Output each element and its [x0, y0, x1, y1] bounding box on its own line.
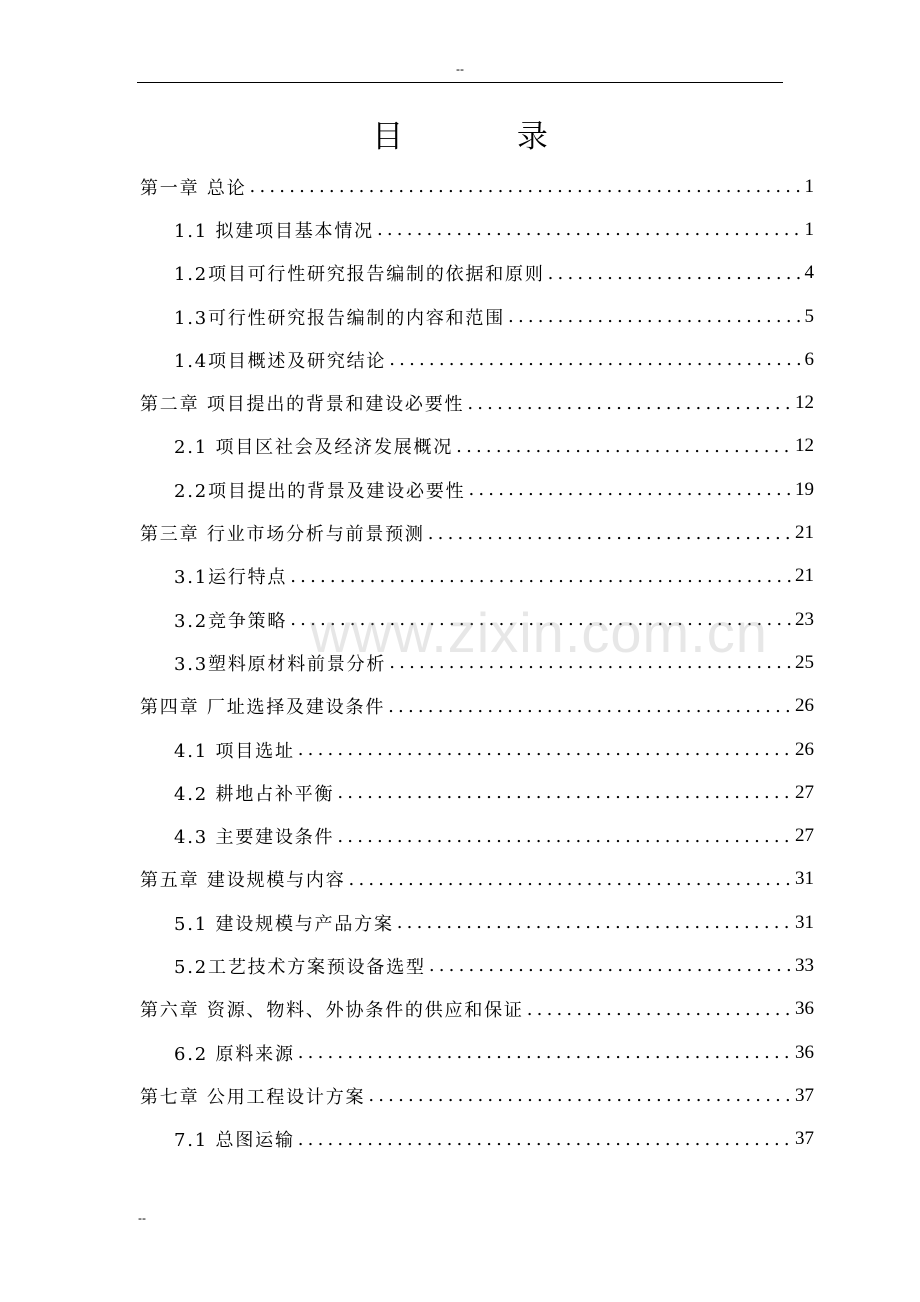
toc-entry-label: 第三章 行业市场分析与前景预测	[140, 524, 425, 546]
toc-entry-label: 第六章 资源、物料、外协条件的供应和保证	[140, 1000, 524, 1022]
toc-entry-label: 1.4项目概述及研究结论	[174, 350, 387, 372]
toc-entry-label: 1.3可行性研究报告编制的内容和范围	[174, 307, 506, 329]
toc-section-entry[interactable]	[140, 468, 814, 511]
toc-page-number: 26	[795, 738, 814, 760]
toc-page-number: 6	[804, 348, 814, 370]
toc-entry-label: 第四章 厂址选择及建设条件	[140, 697, 386, 719]
toc-section-entry[interactable]	[140, 771, 814, 814]
toc-page-number: 26	[795, 695, 814, 717]
toc-entry-label: 3.3塑料原材料前景分析	[174, 653, 387, 675]
toc-entry-label: 第二章 项目提出的背景和建设必要性	[140, 394, 465, 416]
toc-page-number: 21	[795, 565, 814, 587]
toc-entry-label: 5.2工艺技术方案预设备选型	[174, 956, 426, 978]
toc-dot-leader	[250, 176, 802, 197]
toc-dot-leader	[428, 523, 792, 544]
watermark: www.zixin.com.cn	[310, 601, 768, 664]
toc-section-entry[interactable]	[140, 425, 814, 468]
footer-mark: --	[138, 1211, 146, 1225]
toc-section-entry[interactable]	[140, 338, 814, 381]
toc-section-entry[interactable]	[140, 1031, 814, 1074]
toc-page-number: 5	[804, 305, 814, 327]
toc-chapter-entry[interactable]	[140, 165, 814, 208]
toc-dot-leader	[290, 609, 792, 630]
toc-dot-leader	[337, 826, 792, 847]
toc-dot-leader	[389, 349, 801, 370]
toc-section-entry[interactable]	[140, 728, 814, 771]
toc-entry-label: 1.2项目可行性研究报告编制的依据和原则	[174, 264, 545, 286]
toc-page-number: 31	[795, 868, 814, 890]
toc-entry-label: 4.1 项目选址	[174, 740, 295, 762]
toc-entry-label: 4.3 主要建设条件	[174, 827, 335, 849]
toc-entry-label: 3.2竞争策略	[174, 610, 288, 632]
toc-section-entry[interactable]	[140, 641, 814, 684]
toc-page-number: 4	[804, 262, 814, 284]
toc-dot-leader	[377, 219, 802, 240]
toc-page-number: 27	[795, 825, 814, 847]
toc-dot-leader	[429, 955, 792, 976]
toc-dot-leader	[467, 393, 792, 414]
toc-chapter-entry[interactable]	[140, 685, 814, 728]
toc-entry-label: 4.2 耕地占补平衡	[174, 783, 335, 805]
toc-dot-leader	[298, 739, 792, 760]
toc-page-number: 33	[795, 954, 814, 976]
toc-dot-leader	[298, 1042, 792, 1063]
toc-page-number: 1	[804, 218, 814, 240]
toc-page-number: 37	[795, 1128, 814, 1150]
toc-page-number: 37	[795, 1084, 814, 1106]
toc-section-entry[interactable]	[140, 944, 814, 987]
toc-chapter-entry[interactable]	[140, 511, 814, 554]
toc-section-entry[interactable]	[140, 252, 814, 295]
toc-entry-label: 2.2项目提出的背景及建设必要性	[174, 480, 466, 502]
toc-chapter-entry[interactable]	[140, 858, 814, 901]
toc-entry-label: 第五章 建设规模与内容	[140, 870, 346, 892]
toc-dot-leader	[368, 1085, 792, 1106]
toc-page-number: 21	[795, 522, 814, 544]
toc-page-number: 12	[795, 392, 814, 414]
toc-page-number: 36	[795, 1041, 814, 1063]
toc-dot-leader	[508, 306, 801, 327]
toc-section-entry[interactable]	[140, 901, 814, 944]
toc-section-entry[interactable]	[140, 555, 814, 598]
toc-section-entry[interactable]	[140, 295, 814, 338]
toc-entry-label: 1.1 拟建项目基本情况	[174, 220, 374, 242]
toc-dot-leader	[290, 566, 792, 587]
header-rule	[137, 82, 783, 83]
toc-chapter-entry[interactable]	[140, 1074, 814, 1117]
toc-entry-label: 5.1 建设规模与产品方案	[174, 913, 394, 935]
toc-dot-leader	[337, 782, 792, 803]
toc-dot-leader	[389, 652, 792, 673]
toc-section-entry[interactable]	[140, 1118, 814, 1161]
toc-page-number: 23	[795, 608, 814, 630]
toc-dot-leader	[456, 436, 792, 457]
toc-dot-leader	[349, 869, 792, 890]
toc-entry-label: 3.1运行特点	[174, 567, 288, 589]
table-of-contents	[140, 165, 814, 1161]
header-mark: --	[456, 62, 464, 76]
toc-section-entry[interactable]	[140, 814, 814, 857]
toc-dot-leader	[298, 1129, 792, 1150]
toc-chapter-entry[interactable]	[140, 381, 814, 424]
toc-page-number: 19	[795, 478, 814, 500]
toc-page-number: 12	[795, 435, 814, 457]
toc-page-number: 1	[804, 175, 814, 197]
toc-entry-label: 第七章 公用工程设计方案	[140, 1086, 366, 1108]
toc-page-number: 27	[795, 781, 814, 803]
toc-dot-leader	[397, 912, 792, 933]
toc-page-number: 36	[795, 998, 814, 1020]
toc-entry-label: 第一章 总论	[140, 177, 247, 199]
toc-dot-leader	[468, 479, 792, 500]
toc-entry-label: 2.1 项目区社会及经济发展概况	[174, 437, 454, 459]
toc-section-entry[interactable]	[140, 208, 814, 251]
toc-page-number: 25	[795, 651, 814, 673]
toc-dot-leader	[527, 999, 792, 1020]
toc-section-entry[interactable]	[140, 598, 814, 641]
toc-dot-leader	[548, 263, 802, 284]
toc-entry-label: 7.1 总图运输	[174, 1130, 295, 1152]
toc-entry-label: 6.2 原料来源	[174, 1043, 295, 1065]
toc-dot-leader	[388, 696, 792, 717]
toc-chapter-entry[interactable]	[140, 988, 814, 1031]
toc-page-number: 31	[795, 911, 814, 933]
toc-title: 目 录	[372, 119, 600, 155]
